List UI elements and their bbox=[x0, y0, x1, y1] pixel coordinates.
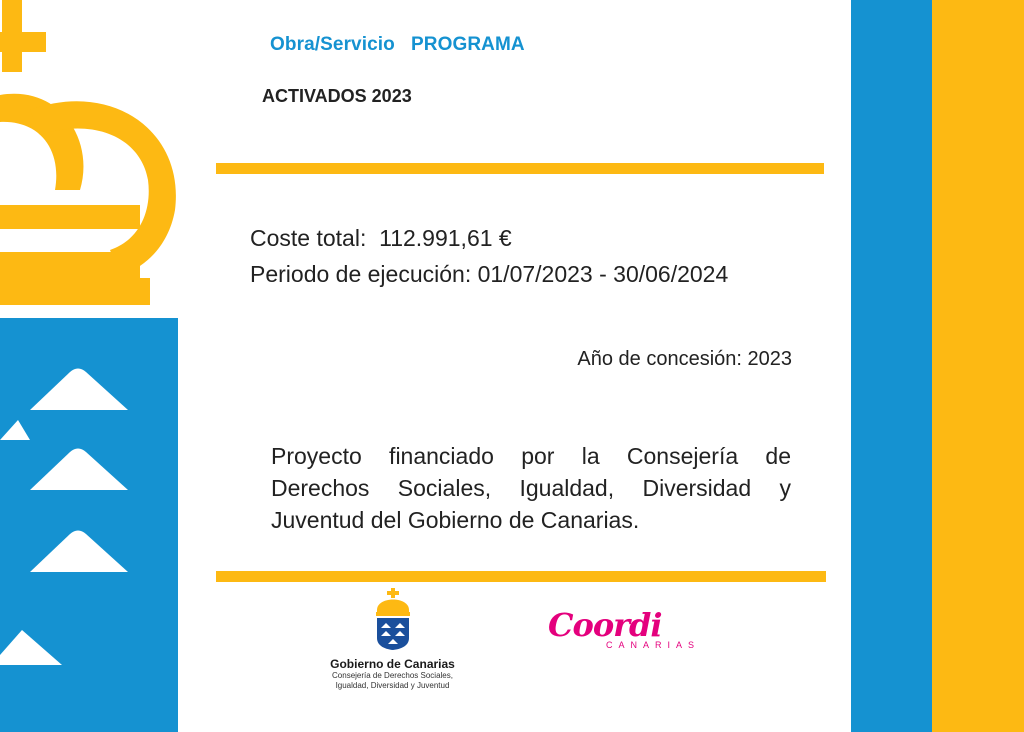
title-program: PROGRAMA bbox=[411, 34, 525, 55]
yellow-stripe bbox=[932, 0, 1024, 732]
title-label: Obra/Servicio bbox=[270, 34, 395, 55]
grant-year: Año de concesión: 2023 bbox=[577, 348, 792, 370]
crown-crest-icon bbox=[0, 0, 190, 732]
blue-stripe bbox=[851, 0, 932, 732]
execution-period: Periodo de ejecución: 01/07/2023 - 30/06/2024 bbox=[250, 261, 729, 287]
coordi-word-text: Coordi bbox=[548, 606, 662, 644]
gobierno-logo bbox=[330, 588, 455, 691]
page-subtitle: ACTIVADOS 2023 bbox=[262, 86, 412, 106]
gobierno-department: Consejería de Derechos Sociales, Igualdad, Diversidad y Juventud bbox=[332, 671, 453, 690]
gobierno-crest-icon bbox=[373, 588, 413, 650]
coordi-logo bbox=[548, 608, 718, 650]
bottom-divider bbox=[216, 571, 826, 582]
total-cost: Coste total: 112.991,61 € bbox=[250, 225, 512, 251]
top-divider bbox=[216, 163, 824, 174]
gobierno-name: Gobierno de Canarias bbox=[330, 657, 455, 671]
funding-statement: Proyecto financiado por la Consejería de Derechos Sociales, Igualdad, Diversidad y Juventud del Gobierno de Canarias. bbox=[271, 443, 791, 533]
coordi-subtitle: CANARIAS bbox=[606, 640, 701, 650]
coordi-wordmark bbox=[548, 608, 718, 642]
page-title bbox=[270, 34, 525, 56]
